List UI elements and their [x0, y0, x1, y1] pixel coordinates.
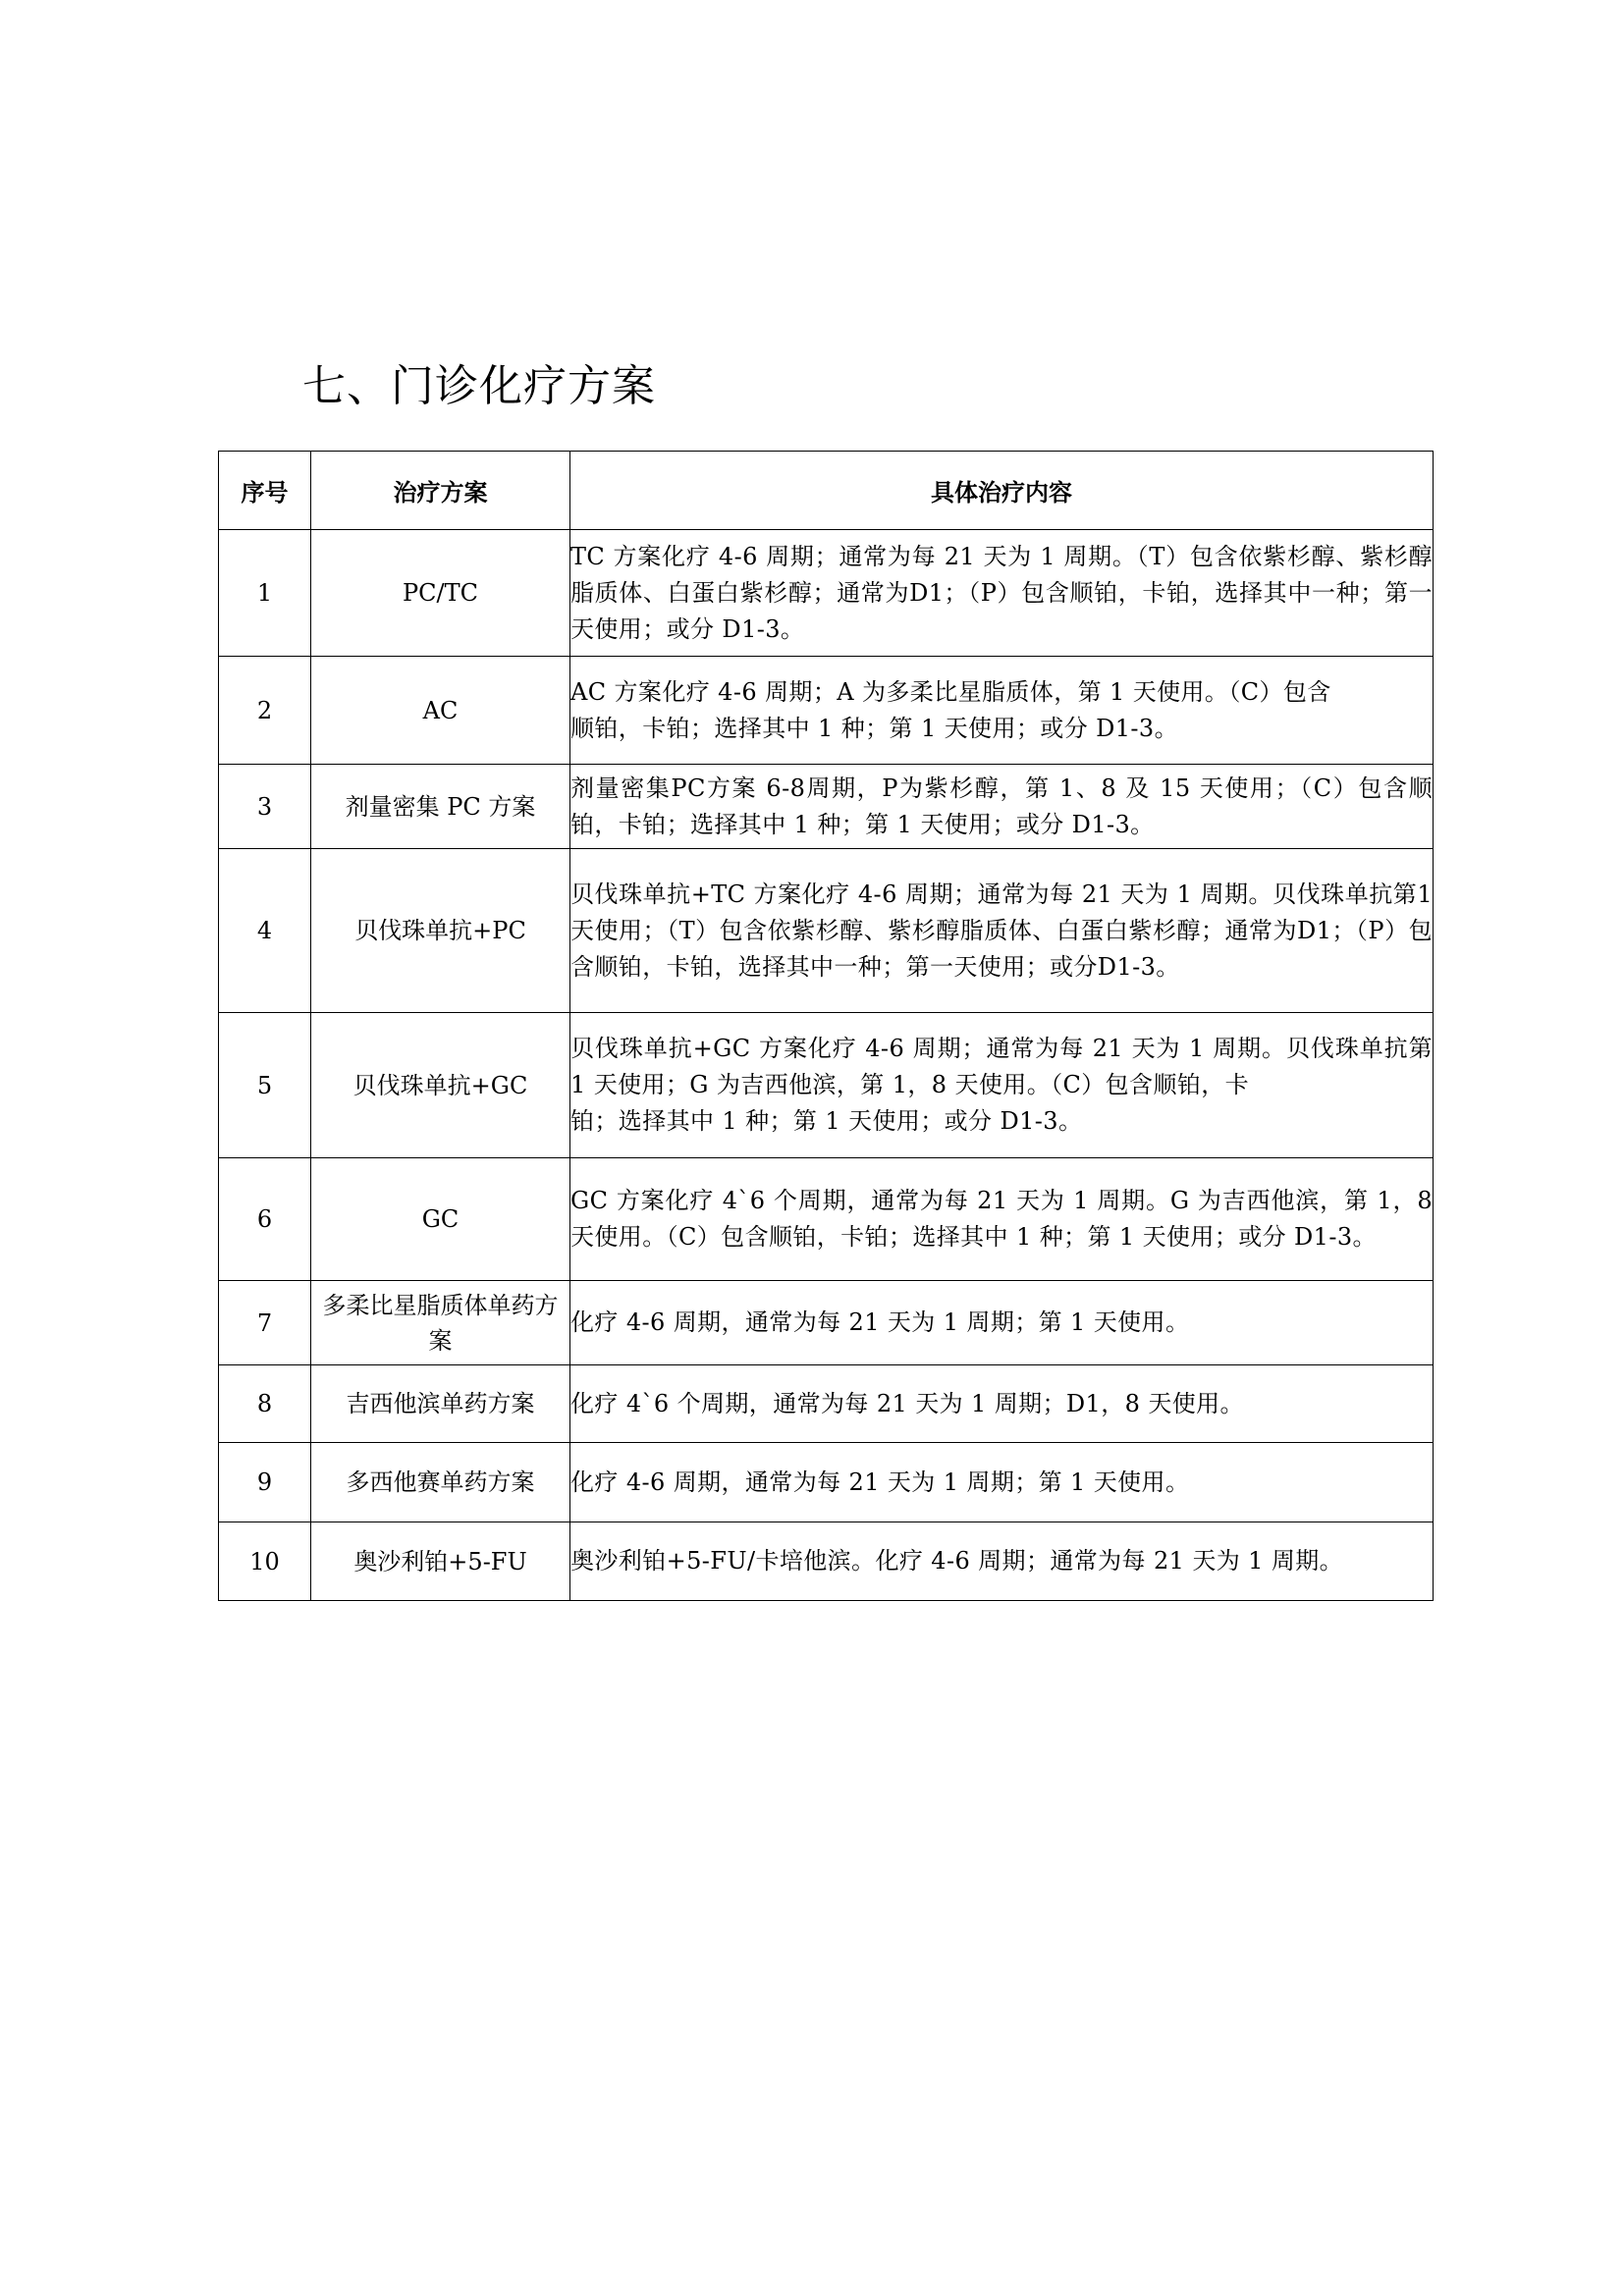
header-plan: 治疗方案	[311, 452, 570, 530]
row-detail: AC 方案化疗 4-6 周期；A 为多柔比星脂质体，第 1 天使用。（C）包含 顺铂，卡铂；选择其中 1 种；第 1 天使用；或分 D1-3。	[570, 657, 1434, 765]
row-no: 5	[219, 1013, 311, 1158]
row-detail: TC 方案化疗 4-6 周期；通常为每 21 天为 1 周期。（T）包含依紫杉醇、紫杉醇脂质体、白蛋白紫杉醇；通常为D1；（P）包含顺铂，卡铂，选择其中一种；第一天使用；或分 D1-3。	[570, 530, 1434, 657]
table-row	[219, 765, 1434, 849]
table-row	[219, 1158, 1434, 1281]
row-detail: 化疗 4-6 周期，通常为每 21 天为 1 周期；第 1 天使用。	[570, 1443, 1434, 1522]
table-row	[219, 1281, 1434, 1365]
row-no: 7	[219, 1281, 311, 1365]
table-header-row	[219, 452, 1434, 530]
row-no: 8	[219, 1365, 311, 1443]
row-detail: 贝伐珠单抗+GC 方案化疗 4-6 周期；通常为每 21 天为 1 周期。贝伐珠单抗第 1 天使用；G 为吉西他滨，第 1，8 天使用。（C）包含顺铂，卡 铂；选择其中 1 种；第 1 天使用；或分 D1-3。	[570, 1013, 1434, 1158]
table-row	[219, 1013, 1434, 1158]
page-title: 七、门诊化疗方案	[302, 361, 656, 411]
row-no: 1	[219, 530, 311, 657]
row-plan: 奥沙利铂+5-FU	[311, 1522, 570, 1601]
header-detail: 具体治疗内容	[570, 452, 1434, 530]
row-detail: 剂量密集PC方案 6-8周期，P为紫杉醇，第 1、8 及 15 天使用；（C）包含顺铂，卡铂；选择其中 1 种；第 1 天使用；或分 D1-3。	[570, 765, 1434, 849]
row-plan: 剂量密集 PC 方案	[311, 765, 570, 849]
row-no: 6	[219, 1158, 311, 1281]
row-no: 4	[219, 849, 311, 1013]
row-plan: 贝伐珠单抗+PC	[311, 849, 570, 1013]
table-row	[219, 1365, 1434, 1443]
row-plan: 多西他赛单药方案	[311, 1443, 570, 1522]
table-row	[219, 1522, 1434, 1601]
table-row	[219, 530, 1434, 657]
row-detail: 化疗 4`6 个周期，通常为每 21 天为 1 周期；D1，8 天使用。	[570, 1365, 1434, 1443]
row-no: 2	[219, 657, 311, 765]
row-plan: AC	[311, 657, 570, 765]
row-no: 3	[219, 765, 311, 849]
row-plan: PC/TC	[311, 530, 570, 657]
row-plan: GC	[311, 1158, 570, 1281]
table-row	[219, 849, 1434, 1013]
row-no: 9	[219, 1443, 311, 1522]
chemotherapy-plan-table	[218, 451, 1434, 1601]
row-detail: 奥沙利铂+5-FU/卡培他滨。化疗 4-6 周期；通常为每 21 天为 1 周期。	[570, 1522, 1434, 1601]
row-plan: 吉西他滨单药方案	[311, 1365, 570, 1443]
header-no: 序号	[219, 452, 311, 530]
table-row	[219, 1443, 1434, 1522]
row-detail: GC 方案化疗 4`6 个周期，通常为每 21 天为 1 周期。G 为吉西他滨，第 1，8 天使用。（C）包含顺铂，卡铂；选择其中 1 种；第 1 天使用；或分 D1-3。	[570, 1158, 1434, 1281]
table-row	[219, 657, 1434, 765]
row-plan: 贝伐珠单抗+GC	[311, 1013, 570, 1158]
row-detail: 化疗 4-6 周期，通常为每 21 天为 1 周期；第 1 天使用。	[570, 1281, 1434, 1365]
row-detail: 贝伐珠单抗+TC 方案化疗 4-6 周期；通常为每 21 天为 1 周期。贝伐珠单抗第1天使用；（T）包含依紫杉醇、紫杉醇脂质体、白蛋白紫杉醇；通常为D1；（P）包含顺铂，卡铂，选择其中一种；第一天使用；或分D1-3。	[570, 849, 1434, 1013]
row-plan: 多柔比星脂质体单药方案	[311, 1281, 570, 1365]
row-no: 10	[219, 1522, 311, 1601]
